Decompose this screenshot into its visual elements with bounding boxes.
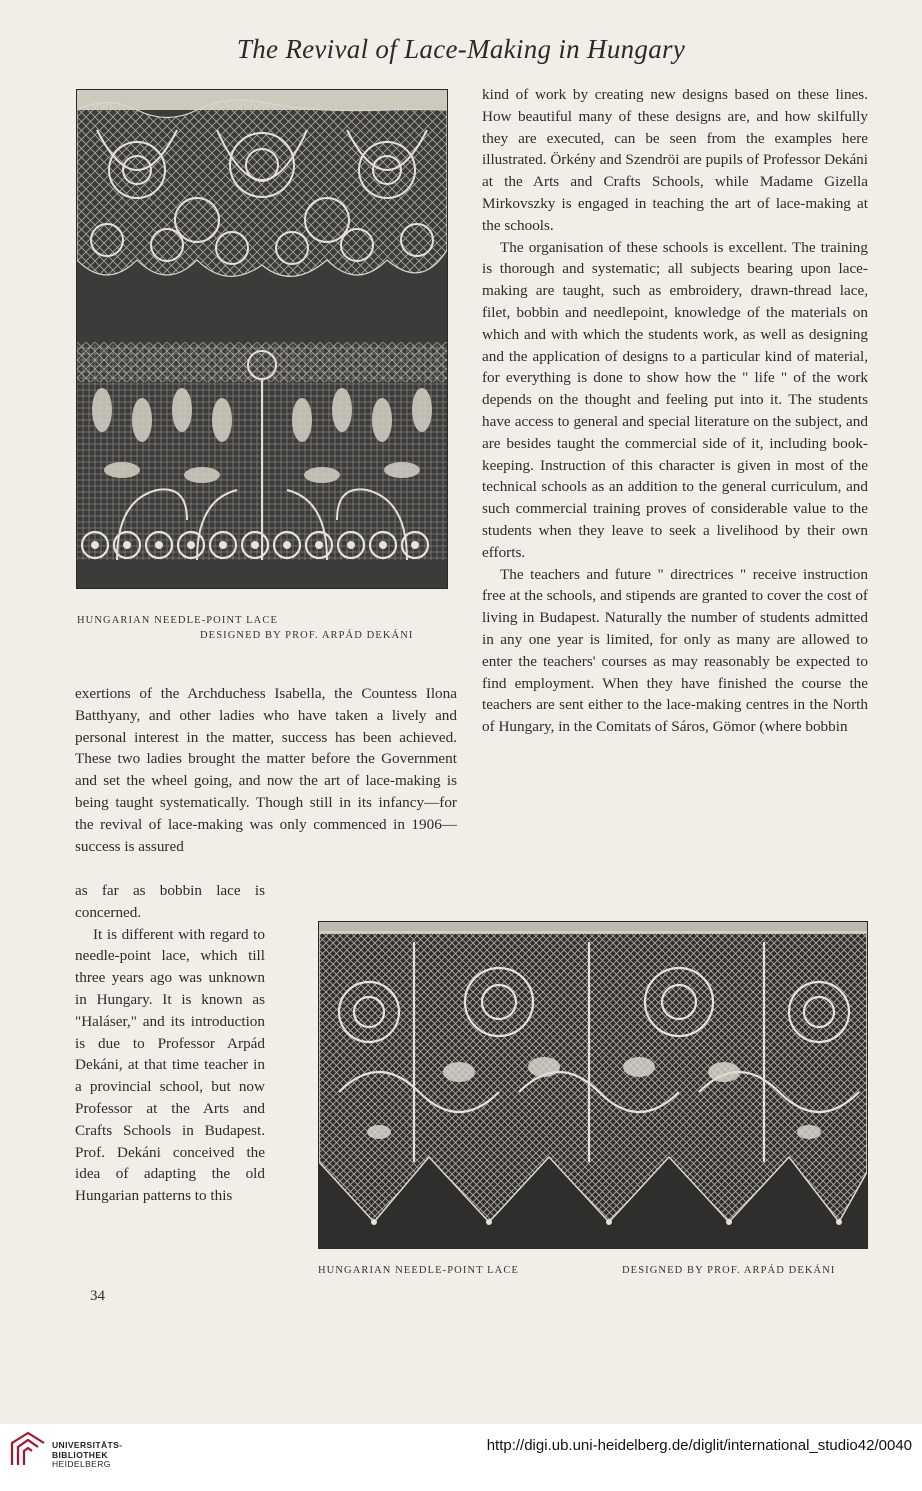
page-title: The Revival of Lace-Making in Hungary	[236, 34, 686, 64]
top-lace-illustration	[77, 90, 447, 588]
page-number: 34	[90, 1288, 105, 1304]
library-line2: BIBLIOTHEK	[52, 1449, 108, 1460]
paragraph: kind of work by creating new designs based on these lines. How beautiful many of these designs are, and how skilfully they are executed, can be seen from the examples here illustrated. Örkény and Szendröi are pupils of Professor Dekáni at the Arts and Crafts Schools, while Madame Gizella Mirkovszky is engaged in teaching the art of lace-making at the schools.	[482, 86, 868, 234]
paragraph: exertions of the Archduchess Isabella, the Countess Ilona Batthyany, and other ladies who have taken a lively and personal interest in the matter, success has been achieved. These two ladies brought the matter before the Government and set the wheel going, and now the art of lace-making is being taught systematically. Though still in its infancy—for the revival of lace-making was only commenced in 1906—success is assured	[75, 685, 457, 855]
left-narrow-column-text	[75, 880, 265, 1207]
left-column-text	[75, 683, 457, 857]
library-line1: UNIVERSITÄTS-	[52, 1440, 123, 1450]
top-figure-caption-line2: DESIGNED BY PROF. ARPÁD DEKÁNI	[200, 630, 414, 641]
paragraph: The teachers and future " directrices " receive instruction free at the schools, and stipends are granted to cover the cost of living in Budapest. Naturally the number of students admitted in any one year is limited, for only as many are allowed to enter the teachers' courses as may reasonably be expected to find employment. When they have finished the course the teachers are sent either to the lace-making centres in the North of Hungary, in the Comitats of Sáros, Gömor (where bobbin	[482, 565, 868, 736]
bottom-figure-caption-right: DESIGNED BY PROF. ARPÁD DEKÁNI	[622, 1265, 836, 1276]
source-url-link[interactable]: http://digi.ub.uni-heidelberg.de/diglit/international_studio42/0040	[486, 1437, 912, 1454]
library-logo-icon	[8, 1429, 48, 1469]
paragraph: The organisation of these schools is excellent. The training is thorough and systematic; all subjects bearing upon lace-making are taught, such as embroidery, drawn-thread lace, filet, bobbin and needlepoint, knowledge of the materials on which and with which the students work, as well as designing and the application of designs to a particular kind of material, for everything is done to show how the " life " of the work depends on the thought and feeling put into it. The students have access to general and special literature on the subject, and are besides taught the commercial side of it, including book-keeping. Instruction of this character is given in most of the technical schools as an addition to the general curriculum, and such commercial training proves of considerable value to the students when they leave to seek a livelihood by their own efforts.	[482, 238, 868, 561]
bottom-lace-illustration	[319, 922, 867, 1248]
top-figure-caption-line1: HUNGARIAN NEEDLE-POINT LACE	[77, 615, 278, 626]
library-name	[52, 1441, 122, 1470]
paragraph: as far as bobbin lace is concerned.	[75, 882, 265, 921]
paragraph: It is different with regard to needle-point lace, which till three years ago was unknown in Hungary. It is known as "Haláser," and its introduction is due to Professor Arpád Dekáni, at that time teacher in a provincial school, but now Professor at the Arts and Crafts Schools in Budapest. Prof. Dekáni conceived the idea of adapting the old Hungarian patterns to this	[75, 925, 265, 1205]
top-lace-photo	[76, 89, 448, 589]
bottom-figure-caption-left: HUNGARIAN NEEDLE-POINT LACE	[318, 1265, 519, 1276]
bottom-lace-photo	[318, 921, 868, 1249]
library-line3: HEIDELBERG	[52, 1459, 111, 1469]
right-column-text	[482, 84, 868, 738]
footer-bar	[0, 1424, 922, 1491]
